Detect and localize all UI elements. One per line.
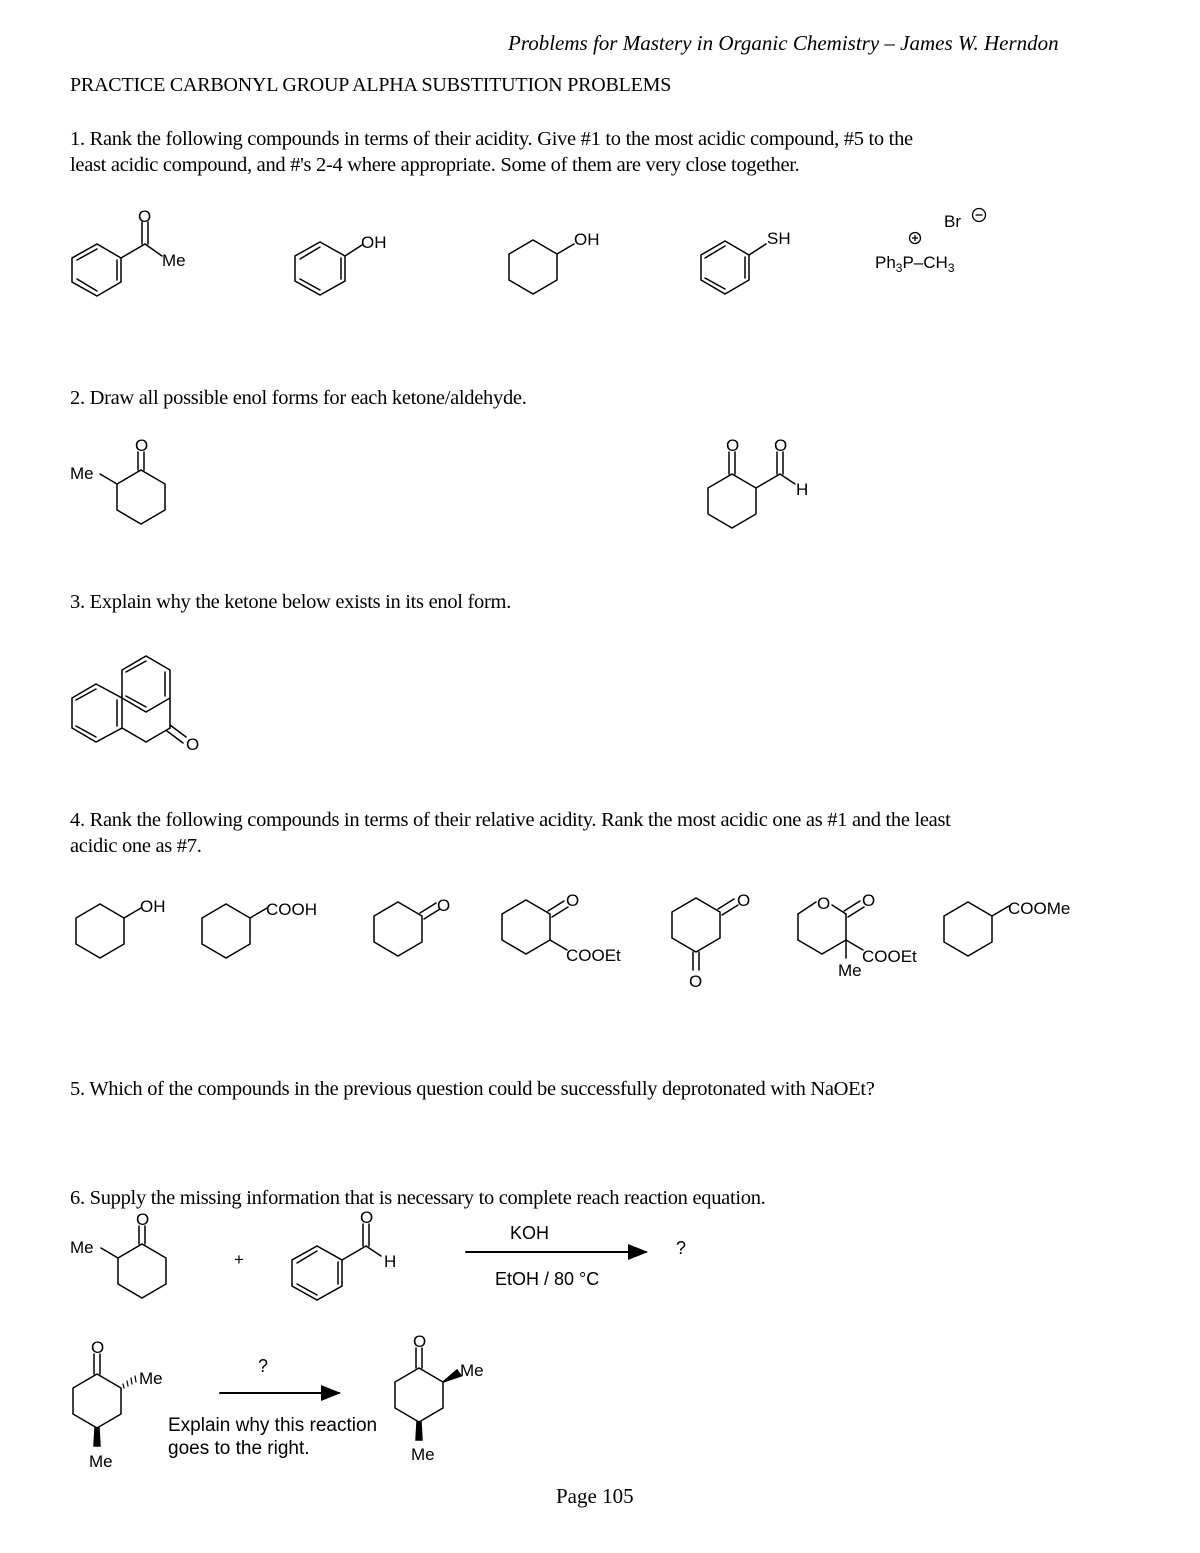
- unknown-product-label: ?: [676, 1238, 687, 1258]
- methyl-ester-structure: [944, 902, 1009, 956]
- aldehyde-oxygen-label: O: [360, 1208, 374, 1227]
- phosphonium-label: $Ph_3P-CH_3$: [875, 253, 955, 275]
- methylcyclohexanone-structure: [100, 452, 165, 524]
- ketone-oxygen-label: O: [737, 891, 751, 910]
- lactone-oxygen-label: O: [862, 891, 876, 910]
- question-1-line-2: least acidic compound, and #'s 2-4 where appropriate. Some of them are very close together.: [70, 154, 800, 176]
- ketone-oxygen-label: O: [689, 972, 703, 991]
- methyl-label: Me: [139, 1369, 163, 1388]
- plus-sign: +: [234, 1250, 244, 1269]
- phenol-structure: [295, 242, 362, 295]
- acetophenone-structure: [72, 222, 162, 296]
- cyclohexanol-hydroxyl-label: OH: [574, 230, 600, 249]
- question-2: 2. Draw all possible enol forms for each ketone/aldehyde.: [70, 387, 527, 409]
- conditions-label: EtOH / 80 °C: [495, 1269, 600, 1289]
- question-4-line-2: acidic one as #7.: [70, 835, 202, 857]
- methyl-label: Me: [411, 1445, 435, 1464]
- methyl-label: Me: [70, 1238, 94, 1257]
- reactant-methylcyclohexanone-structure: [101, 1226, 166, 1298]
- bromide-label: Br: [944, 212, 961, 231]
- question-1-line-1: 1. Rank the following compounds in terms of their acidity. Give #1 to the most acidic compound, #5 to the: [70, 128, 913, 150]
- ethyl-ester-label: COOEt: [862, 947, 917, 966]
- cyclohexanol-structure: [509, 240, 574, 294]
- aldehyde-hydrogen-label: H: [384, 1252, 397, 1271]
- phenol-hydroxyl-label: OH: [361, 233, 387, 252]
- ring-oxygen-label: O: [817, 894, 831, 913]
- ketone-oxygen-label: O: [91, 1338, 105, 1357]
- ketone-oxygen-label: O: [136, 1210, 150, 1229]
- ketone-oxygen-label: O: [726, 436, 740, 455]
- q4-cyclohexanol-structure: [76, 904, 141, 958]
- worksheet-title: PRACTICE CARBONYL GROUP ALPHA SUBSTITUTION PROBLEMS: [70, 74, 672, 96]
- methyl-ester-label: COOMe: [1008, 899, 1071, 918]
- acetophenone-oxygen-label: O: [138, 207, 152, 226]
- thiophenol-structure: [701, 241, 766, 294]
- explanation-line-1: Explain why this reaction: [168, 1415, 378, 1436]
- carboxylic-acid-label: COOH: [266, 900, 317, 919]
- cyclohexanedione-structure: [672, 898, 738, 970]
- cis-dimethylcyclohexanone-structure: [73, 1354, 136, 1446]
- acetophenone-methyl-label: Me: [162, 251, 186, 270]
- methyl-label: Me: [838, 961, 862, 980]
- ketoester-structure: [502, 900, 568, 954]
- lactone-ester-structure: [798, 901, 864, 958]
- ketone-oxygen-label: O: [437, 896, 451, 915]
- question-6: 6. Supply the missing information that is necessary to complete reach reaction equation.: [70, 1187, 766, 1209]
- methyl-label: Me: [70, 464, 94, 483]
- cyclohexanecarboxylic-acid-structure: [202, 904, 267, 958]
- question-4-line-1: 4. Rank the following compounds in terms of their relative acidity. Rank the most acidic one as #1 and the least: [70, 809, 951, 831]
- question-5: 5. Which of the compounds in the previous question could be successfully deprotonated with NaOEt?: [70, 1078, 875, 1100]
- phenanthrenone-structure: [72, 656, 186, 743]
- ethyl-ester-label: COOEt: [566, 946, 621, 965]
- aldehyde-hydrogen-label: H: [796, 480, 809, 499]
- phenanthrenone-oxygen-label: O: [186, 735, 200, 754]
- unknown-reagent-label: ?: [258, 1356, 269, 1376]
- formylcyclohexanone-structure: [708, 452, 795, 528]
- methyl-label: Me: [89, 1452, 113, 1471]
- explanation-line-2: goes to the right.: [168, 1438, 310, 1459]
- page-number: Page 105: [556, 1484, 634, 1508]
- thiophenol-thiol-label: SH: [767, 229, 791, 248]
- question-3: 3. Explain why the ketone below exists in its enol form.: [70, 591, 511, 613]
- ketone-oxygen-label: O: [566, 891, 580, 910]
- ketone-oxygen-label: O: [413, 1332, 427, 1351]
- benzaldehyde-structure: [292, 1224, 381, 1300]
- methyl-label: Me: [460, 1361, 484, 1380]
- trans-dimethylcyclohexanone-structure: [395, 1348, 461, 1440]
- hydroxyl-label: OH: [140, 897, 166, 916]
- cyclohexanone-structure: [374, 902, 440, 956]
- aldehyde-oxygen-label: O: [774, 436, 788, 455]
- ketone-oxygen-label: O: [135, 436, 149, 455]
- reagent-koh-label: KOH: [510, 1223, 550, 1243]
- page-header: Problems for Mastery in Organic Chemistry – James W. Herndon: [508, 31, 1059, 55]
